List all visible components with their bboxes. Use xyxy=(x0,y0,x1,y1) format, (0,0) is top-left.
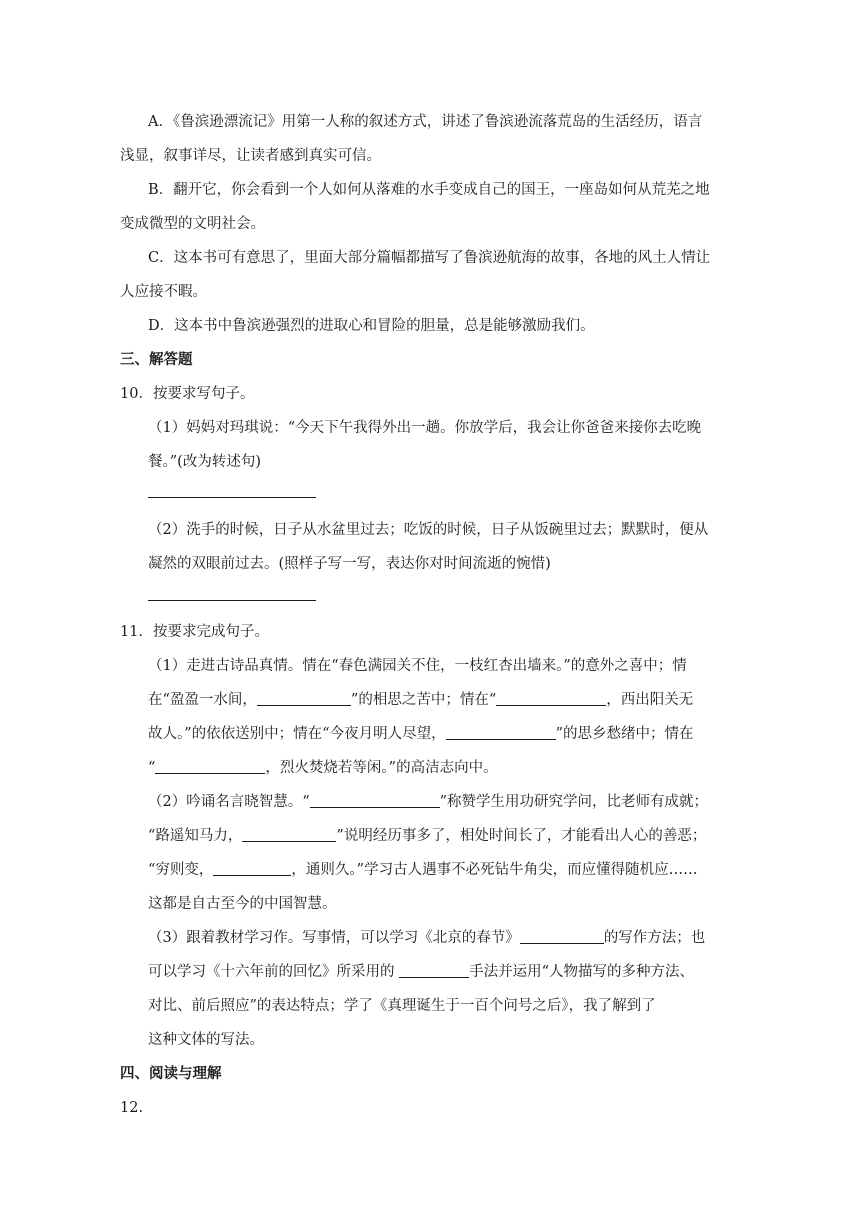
q10-part2-answer-line[interactable] xyxy=(148,600,316,601)
option-c-line1: C．这本书可有意思了，里面大部分篇幅都描写了鲁滨逊航海的故事，各地的风土人情让 xyxy=(148,250,711,266)
option-a-line2: 浅显，叙事详尽，让读者感到真实可信。 xyxy=(120,148,381,164)
q10-part2-line2: 凝然的双眼前过去。(照样子写一写，表达你对时间流逝的惋惜) xyxy=(148,556,551,572)
q10-title: 10．按要求写句子。 xyxy=(120,386,255,402)
q11-part2-line1: （2）吟诵名言晓智慧。“ ”称赞学生用功研究学问，比老师有成就； xyxy=(148,794,709,810)
q11-part3-line4: 这种文体的写法。 xyxy=(148,1032,264,1048)
section-three-heading: 三、解答题 xyxy=(120,351,193,368)
q11-part2-line4: 这都是自古至今的中国智慧。 xyxy=(148,896,337,912)
q11-part1-line4: “ ，烈火焚烧若等闲。”的高洁志向中。 xyxy=(148,760,498,776)
q11-part1-line1: （1）走进古诗品真情。情在“春色满园关不住，一枝红杏出墙来。”的意外之喜中；情 xyxy=(148,658,687,674)
q11-part2-line2: “路遥知马力， ”说明经历事多了，相处时间长了，才能看出人心的善恶； xyxy=(148,828,707,844)
blank-fill[interactable] xyxy=(310,792,440,808)
q11-title: 11．按要求完成句子。 xyxy=(120,624,269,640)
option-a-line1: A．《鲁滨逊漂流记》用第一人称的叙述方式，讲述了鲁滨逊流落荒岛的生活经历，语言 xyxy=(148,114,703,130)
q10-part1-answer-line[interactable] xyxy=(148,497,316,498)
blank-fill[interactable] xyxy=(257,690,351,706)
option-d-line1: D．这本书中鲁滨逊强烈的进取心和冒险的胆量，总是能够激励我们。 xyxy=(148,318,595,334)
q11-part3-line3: 对比、前后照应”的表达特点；学了《真理诞生于一百个问号之后》，我了解到了 xyxy=(148,998,656,1014)
blank-fill[interactable] xyxy=(399,962,469,978)
q11-part1-line3: 故人。”的依依送别中；情在“今夜月明人尽望， ”的思乡愁绪中；情在 xyxy=(148,726,694,742)
blank-fill[interactable] xyxy=(446,724,556,740)
q10-part1-line2: 餐。”(改为转述句) xyxy=(148,454,261,470)
blank-fill[interactable] xyxy=(242,826,336,842)
blank-fill[interactable] xyxy=(496,690,606,706)
option-b-line2: 变成微型的文明社会。 xyxy=(120,216,265,232)
blank-fill[interactable] xyxy=(213,860,291,876)
blank-fill[interactable] xyxy=(520,928,604,944)
option-c-line2: 人应接不暇。 xyxy=(120,284,207,300)
q10-part1-line1: （1）妈妈对玛琪说：“今天下午我得外出一趟。你放学后，我会让你爸爸来接你去吃晚 xyxy=(148,420,702,436)
blank-fill[interactable] xyxy=(155,758,265,774)
q12-number: 12. xyxy=(120,1100,144,1116)
q11-part3-line1: （3）跟着教材学习作。写事情，可以学习《北京的春节》 的写作方法；也 xyxy=(148,930,706,946)
q10-part2-line1: （2）洗手的时候，日子从水盆里过去；吃饭的时候，日子从饭碗里过去；默默时，便从 xyxy=(148,522,709,538)
q11-part2-line3: “穷则变， ，通则久。”学习古人遇事不必死钻牛角尖，而应懂得随机应…… xyxy=(148,862,698,878)
section-four-heading: 四、阅读与理解 xyxy=(120,1065,222,1082)
option-b-line1: B．翻开它，你会看到一个人如何从落难的水手变成自己的国王，一座岛如何从荒芜之地 xyxy=(148,182,710,198)
q11-part1-line2: 在“盈盈一水间， ”的相思之苦中；情在“ ，西出阳关无 xyxy=(148,692,694,708)
q11-part3-line2: 可以学习《十六年前的回忆》所采用的 手法并运用“人物描写的多种方法、 xyxy=(148,964,695,980)
